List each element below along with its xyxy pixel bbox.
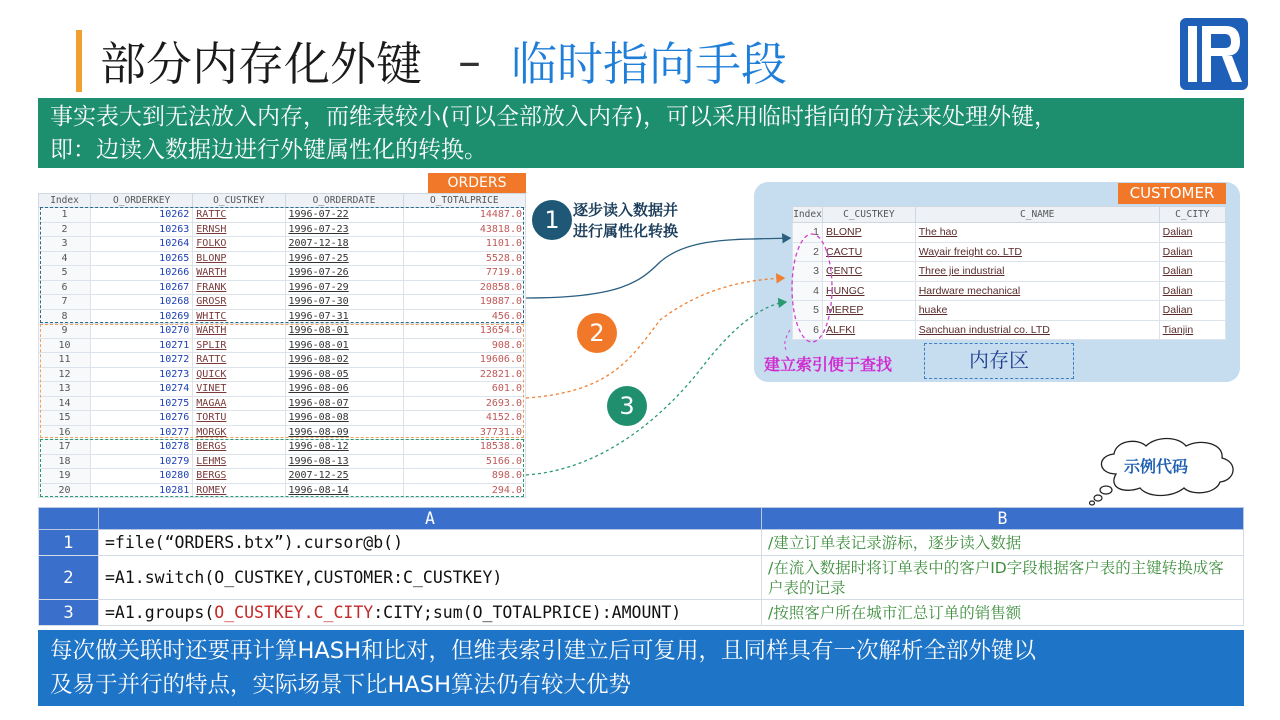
title-subtitle: 临时指向手段 [511,37,787,91]
orders-cell[interactable]: 5528.0 [403,251,525,266]
orders-cell[interactable]: 1996-08-13 [285,454,403,469]
orders-cell[interactable]: 10264 [91,237,193,252]
orders-cell[interactable]: 1996-08-07 [285,396,403,411]
customer-cell[interactable]: CACTU [823,242,916,262]
orders-cell[interactable]: 2007-12-25 [285,469,403,484]
orders-cell[interactable]: 10267 [91,280,193,295]
orders-cell[interactable]: SPLIR [193,338,285,353]
table-row [39,425,526,440]
index-note: 建立索引便于查找 [764,355,893,374]
orders-cell[interactable]: MORGK [193,425,285,440]
orders-cell[interactable]: 10280 [91,469,193,484]
orders-cell[interactable]: 17 [39,440,91,455]
code-cell-a2[interactable]: =A1.switch(O_CUSTKEY,CUSTOMER:C_CUSTKEY) [99,556,762,600]
orders-cell[interactable]: 1996-07-30 [285,295,403,310]
table-row [793,242,1226,262]
table-row [39,353,526,368]
orders-cell[interactable]: 6 [39,280,91,295]
memory-zone-label: 内存区 [924,343,1074,379]
customer-table [792,206,1226,340]
raqsoft-logo-icon [1178,16,1250,92]
orders-cell[interactable]: 10269 [91,309,193,324]
orders-cell[interactable]: 7719.0 [403,266,525,281]
customer-cell[interactable]: Dalian [1159,301,1225,321]
customer-header-row [793,207,1226,223]
orders-cell[interactable]: 5 [39,266,91,281]
orders-cell[interactable]: 5166.0 [403,454,525,469]
orders-cell[interactable]: BERGS [193,440,285,455]
customer-cell[interactable]: HUNGC [823,281,916,301]
orders-cell[interactable]: 4152.0 [403,411,525,426]
orders-cell[interactable]: 9 [39,324,91,339]
table-row [39,338,526,353]
code-col-a-header[interactable]: A [99,508,762,530]
orders-cell[interactable]: 4 [39,251,91,266]
code-cell-a1[interactable]: =file(“ORDERS.btx”).cursor@b() [99,530,762,556]
orders-cell[interactable]: 11 [39,353,91,368]
customer-cell[interactable]: Dalian [1159,223,1225,243]
table-row [39,237,526,252]
orders-cell[interactable]: 10266 [91,266,193,281]
orders-cell[interactable]: TORTU [193,411,285,426]
orders-cell[interactable]: 2007-12-18 [285,237,403,252]
code-corner-cell [39,508,99,530]
orders-cell[interactable]: MAGAA [193,396,285,411]
table-row [39,324,526,339]
intro-line-2: 即：边读入数据边进行外键属性化的转换。 [50,137,487,163]
table-row [793,301,1226,321]
orders-cell[interactable]: 13654.0 [403,324,525,339]
orders-cell[interactable]: 2693.0 [403,396,525,411]
orders-cell[interactable]: ERNSH [193,222,285,237]
customer-cell[interactable]: Dalian [1159,281,1225,301]
customer-cell[interactable]: Hardware mechanical [915,281,1159,301]
table-row [39,454,526,469]
code-header-row [39,508,1244,530]
customer-cell[interactable]: 1 [793,223,823,243]
step-3-badge: 3 [607,386,647,426]
orders-cell[interactable]: 601.0 [403,382,525,397]
conclusion-line-1: 每次做关联时还要再计算HASH和比对，但维表索引建立后可复用，且同样具有一次解析全部外键以 [50,638,1037,664]
orders-cell[interactable]: 10277 [91,425,193,440]
code-cell-b1[interactable]: /建立订单表记录游标，逐步读入数据 [762,530,1244,556]
code-a3-prefix: =A1.groups( [105,603,215,622]
orders-cell[interactable]: 14 [39,396,91,411]
customer-cell[interactable]: Wayair freight co. LTD [915,242,1159,262]
orders-cell[interactable]: RATTC [193,353,285,368]
orders-cell[interactable]: 37731.0 [403,425,525,440]
table-row [39,208,526,223]
orders-cell[interactable]: ROMEY [193,483,285,498]
orders-cell[interactable]: 1996-08-14 [285,483,403,498]
orders-cell[interactable]: BERGS [193,469,285,484]
orders-cell[interactable]: FRANK [193,280,285,295]
orders-cell[interactable]: 18 [39,454,91,469]
orders-cell[interactable]: 1996-07-23 [285,222,403,237]
conclusion-line-2: 及易于并行的特点，实际场景下比HASH算法仍有较大优势 [50,672,632,698]
orders-cell[interactable]: 18538.0 [403,440,525,455]
conclusion-banner [38,630,1244,706]
orders-cell[interactable]: 10263 [91,222,193,237]
table-row [39,483,526,498]
orders-cell[interactable]: FOLKO [193,237,285,252]
table-row [793,223,1226,243]
orders-cell[interactable]: 10271 [91,338,193,353]
customer-col-header[interactable]: Index [793,207,823,223]
code-cell-b2[interactable]: /在流入数据时将订单表中的客户ID字段根据客户表的主键转换成客户表的记录 [762,556,1244,600]
customer-cell[interactable]: BLONP [823,223,916,243]
table-row [39,280,526,295]
orders-cell[interactable]: 2 [39,222,91,237]
step-2-badge: 2 [577,313,617,353]
orders-cell[interactable]: RATTC [193,208,285,223]
table-row [39,396,526,411]
orders-cell[interactable]: 1101.0 [403,237,525,252]
code-table [38,507,1244,626]
table-row [39,251,526,266]
orders-table-label: ORDERS [428,173,526,193]
customer-col-header[interactable]: C_CUSTKEY [823,207,916,223]
intro-banner [38,98,1244,168]
orders-cell[interactable]: 14487.0 [403,208,525,223]
orders-cell[interactable]: 10 [39,338,91,353]
customer-cell[interactable]: Three jie industrial [915,262,1159,282]
orders-col-header[interactable]: O_CUSTKEY [193,194,285,208]
code-row-2-number[interactable]: 2 [39,556,99,600]
orders-cell[interactable]: 10270 [91,324,193,339]
orders-col-header[interactable]: O_TOTALPRICE [403,194,525,208]
orders-cell[interactable]: 19887.0 [403,295,525,310]
orders-cell[interactable]: 898.0 [403,469,525,484]
page-title [100,30,787,92]
customer-cell[interactable]: 5 [793,301,823,321]
orders-cell[interactable]: 1996-08-09 [285,425,403,440]
customer-table-label: CUSTOMER [1118,183,1226,204]
customer-cell[interactable]: Sanchuan industrial co. LTD [915,320,1159,340]
orders-cell[interactable]: 1996-08-01 [285,338,403,353]
orders-cell[interactable]: LEHMS [193,454,285,469]
orders-col-header[interactable]: O_ORDERDATE [285,194,403,208]
table-row [39,382,526,397]
table-row [39,411,526,426]
table-row [39,309,526,324]
sample-code-label: 示例代码 [1124,457,1189,476]
orders-cell[interactable]: 10273 [91,367,193,382]
code-col-b-header[interactable]: B [762,508,1244,530]
orders-cell[interactable]: 1996-07-26 [285,266,403,281]
orders-cell[interactable]: 19 [39,469,91,484]
customer-cell[interactable]: CENTC [823,262,916,282]
orders-cell[interactable]: WARTH [193,266,285,281]
step-1-text [573,200,678,242]
arrow-step-3 [526,302,786,475]
orders-cell[interactable]: 10278 [91,440,193,455]
title-accent-bar [76,30,82,92]
orders-cell[interactable]: 1996-08-08 [285,411,403,426]
customer-col-header[interactable]: C_CITY [1159,207,1225,223]
title-dash: – [458,34,481,88]
code-cell-b3[interactable]: /按照客户所在城市汇总订单的销售额 [762,600,1244,626]
code-a3-suffix: :CITY;sum(O_TOTALPRICE):AMOUNT) [373,603,682,622]
table-row [793,262,1226,282]
orders-cell[interactable]: 1996-08-06 [285,382,403,397]
orders-cell[interactable]: 1996-07-31 [285,309,403,324]
orders-header-row [39,194,526,208]
orders-cell[interactable]: 20 [39,483,91,498]
orders-cell[interactable]: 1996-07-29 [285,280,403,295]
customer-cell[interactable]: 6 [793,320,823,340]
orders-cell[interactable]: QUICK [193,367,285,382]
step-1-badge: 1 [532,200,572,240]
orders-cell[interactable]: 10262 [91,208,193,223]
orders-cell[interactable]: 10272 [91,353,193,368]
orders-col-header[interactable]: Index [39,194,91,208]
code-cell-a3[interactable] [99,600,762,626]
orders-cell[interactable]: 1996-08-01 [285,324,403,339]
code-row-2 [39,556,1244,600]
code-row-1-number[interactable]: 1 [39,530,99,556]
orders-cell[interactable]: 10276 [91,411,193,426]
customer-cell[interactable]: Tianjin [1159,320,1225,340]
orders-cell[interactable]: 294.0 [403,483,525,498]
customer-cell[interactable]: MEREP [823,301,916,321]
step-1-text-line-2: 进行属性化转换 [573,222,679,240]
orders-cell[interactable]: 10268 [91,295,193,310]
orders-cell[interactable]: WHITC [193,309,285,324]
customer-cell[interactable]: The hao [915,223,1159,243]
orders-cell[interactable]: VINET [193,382,285,397]
customer-col-header[interactable]: C_NAME [915,207,1159,223]
orders-table [38,193,526,498]
orders-cell[interactable]: 12 [39,367,91,382]
orders-cell[interactable]: WARTH [193,324,285,339]
orders-cell[interactable]: 7 [39,295,91,310]
orders-cell[interactable]: 1996-08-05 [285,367,403,382]
table-row [39,469,526,484]
customer-cell[interactable]: 3 [793,262,823,282]
orders-cell[interactable]: 43818.0 [403,222,525,237]
customer-cell[interactable]: Dalian [1159,262,1225,282]
orders-cell[interactable]: 456.0 [403,309,525,324]
orders-cell[interactable]: 10275 [91,396,193,411]
orders-cell[interactable]: 19606.0 [403,353,525,368]
table-row [793,320,1226,340]
orders-cell[interactable]: 20858.0 [403,280,525,295]
orders-cell[interactable]: 1996-07-25 [285,251,403,266]
code-row-1 [39,530,1244,556]
orders-cell[interactable]: 10279 [91,454,193,469]
step-1-text-line-1: 逐步读入数据并 [573,201,679,219]
customer-cell[interactable]: huake [915,301,1159,321]
orders-cell[interactable]: 22821.0 [403,367,525,382]
orders-cell[interactable]: 908.0 [403,338,525,353]
orders-cell[interactable]: 3 [39,237,91,252]
orders-cell[interactable]: 13 [39,382,91,397]
orders-cell[interactable]: GROSR [193,295,285,310]
table-row [39,440,526,455]
orders-cell[interactable]: 15 [39,411,91,426]
arrow-step-2 [526,278,784,398]
orders-cell[interactable]: 1996-08-02 [285,353,403,368]
orders-cell[interactable]: 16 [39,425,91,440]
orders-cell[interactable]: 10274 [91,382,193,397]
orders-cell[interactable]: 1996-07-22 [285,208,403,223]
orders-cell[interactable]: 10281 [91,483,193,498]
intro-line-1: 事实表大到无法放入内存，而维表较小(可以全部放入内存)，可以采用临时指向的方法来处理外键， [50,104,1057,130]
code-row-3 [39,600,1244,626]
customer-cell[interactable]: ALFKI [823,320,916,340]
table-row [793,281,1226,301]
table-row [39,295,526,310]
customer-cell[interactable]: Dalian [1159,242,1225,262]
orders-cell[interactable]: BLONP [193,251,285,266]
orders-col-header[interactable]: O_ORDERKEY [91,194,193,208]
orders-cell[interactable]: 1 [39,208,91,223]
orders-cell[interactable]: 1996-08-12 [285,440,403,455]
customer-cell[interactable]: 4 [793,281,823,301]
orders-cell[interactable]: 8 [39,309,91,324]
table-row [39,266,526,281]
table-row [39,367,526,382]
code-row-3-number[interactable]: 3 [39,600,99,626]
title-main: 部分内存化外键 [100,37,422,91]
orders-cell[interactable]: 10265 [91,251,193,266]
code-a3-highlight: O_CUSTKEY.C_CITY [214,603,374,622]
customer-cell[interactable]: 2 [793,242,823,262]
table-row [39,222,526,237]
arrow-step-1 [526,238,790,298]
